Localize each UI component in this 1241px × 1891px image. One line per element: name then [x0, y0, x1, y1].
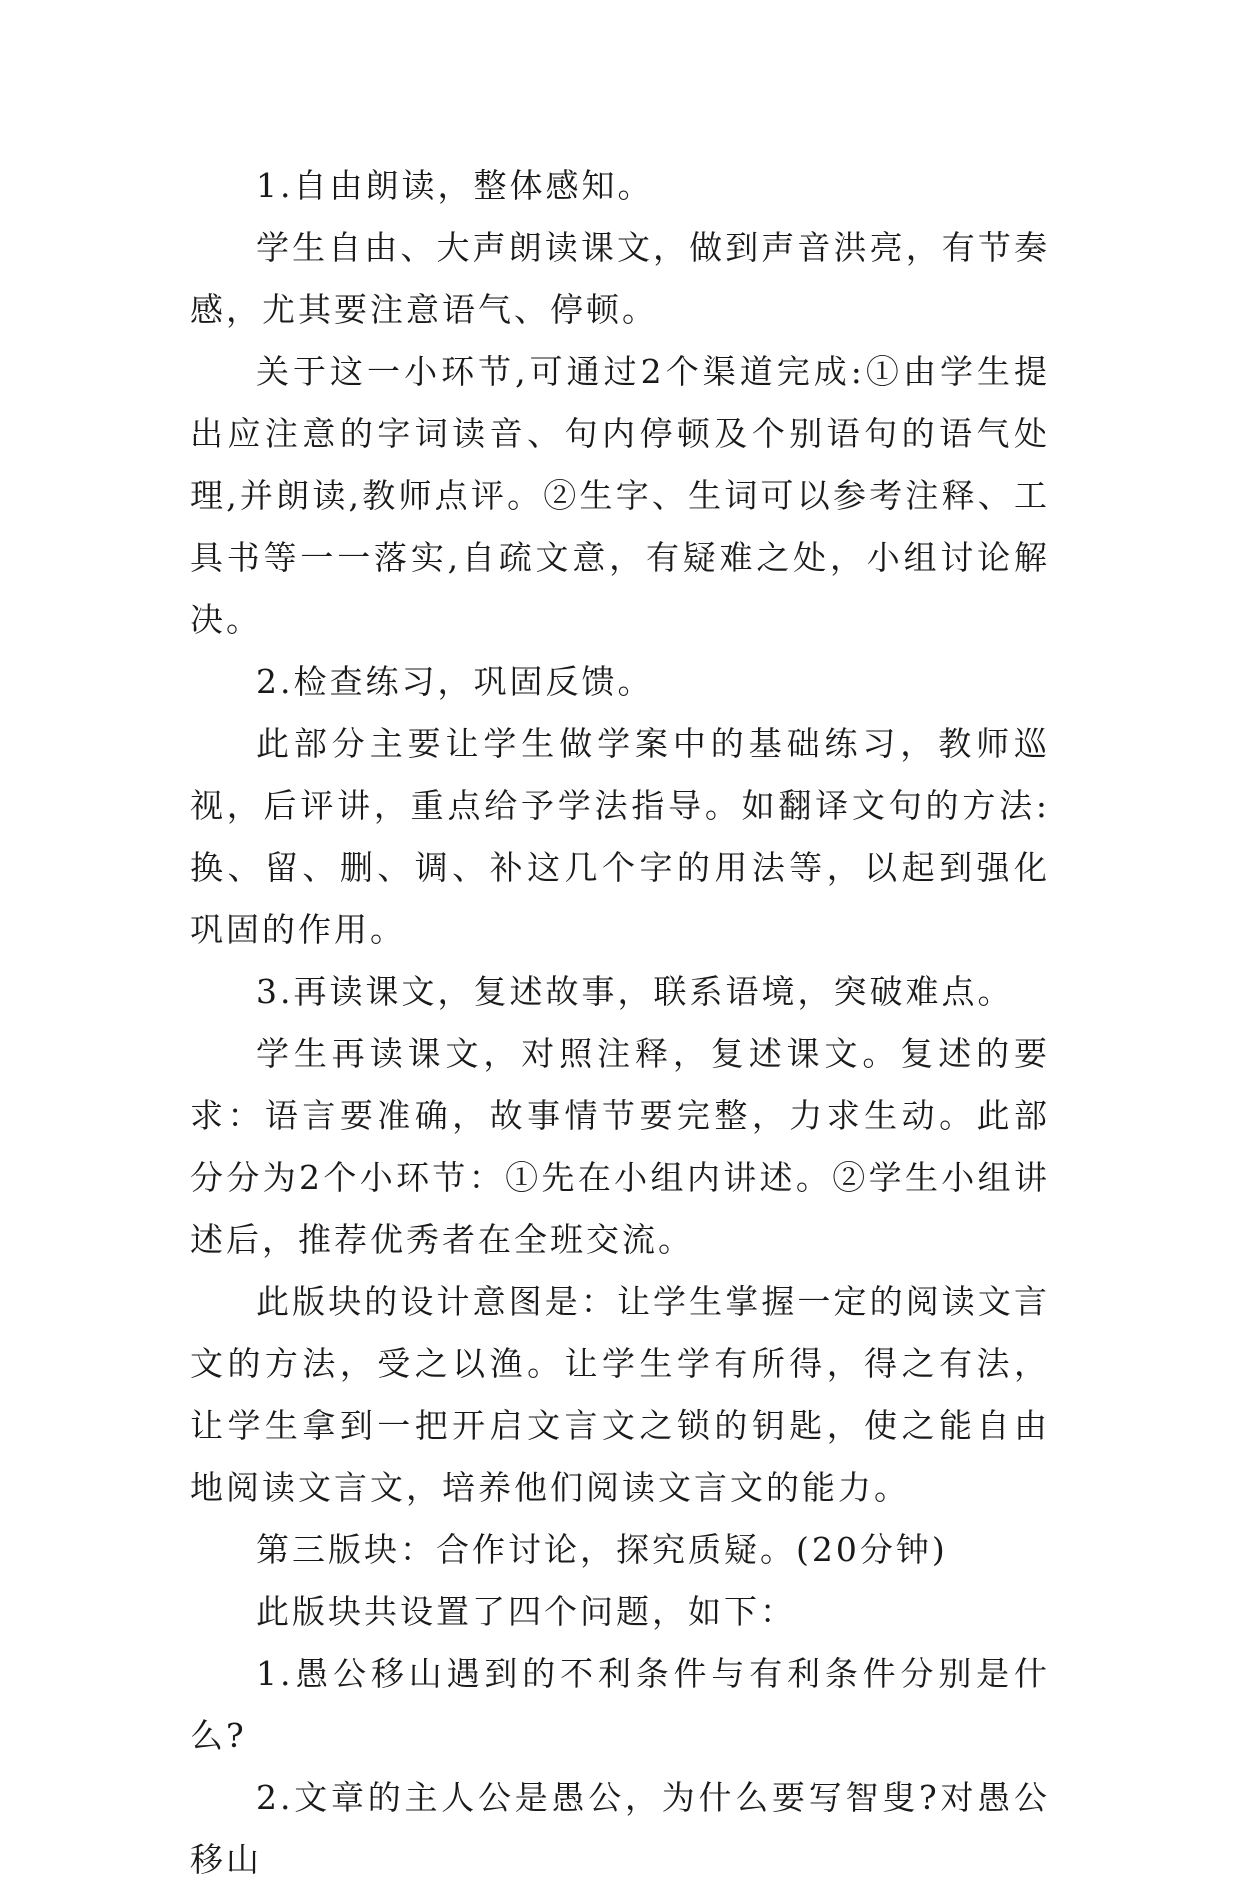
- paragraph-step-3-heading: 3.再读课文，复述故事，联系语境，突破难点。: [256, 972, 1014, 1011]
- document-body: [190, 155, 1050, 1891]
- paragraph-reading-channels: 关于这一小环节,可通过2个渠道完成:①由学生提出应注意的字词读音、句内停顿及个别语句的语气处理,并朗读,教师点评。②生字、生词可以参考注释、工具书等一一落实,自疏文意，有疑难之处，小组讨论解决。: [190, 352, 1050, 639]
- paragraph-section-three-heading: 第三版块：合作讨论，探究质疑。(20分钟): [256, 1530, 948, 1569]
- paragraph-free-reading: 学生自由、大声朗读课文，做到声音洪亮，有节奏感，尤其要注意语气、停顿。: [190, 228, 1050, 329]
- paragraph-question-1: 1.愚公移山遇到的不利条件与有利条件分别是什么?: [190, 1654, 1050, 1755]
- paragraph-questions-intro: 此版块共设置了四个问题，如下：: [256, 1592, 796, 1631]
- paragraph-question-2: 2.文章的主人公是愚公，为什么要写智叟?对愚公移山: [190, 1778, 1050, 1879]
- paragraph-retell-story: 学生再读课文，对照注释，复述课文。复述的要求：语言要准确，故事情节要完整，力求生动。此部分分为2个小环节：①先在小组内讲述。②学生小组讲述后，推荐优秀者在全班交流。: [190, 1034, 1050, 1259]
- paragraph-step-2-heading: 2.检查练习，巩固反馈。: [256, 662, 654, 701]
- paragraph-step-1-heading: 1.自由朗读，整体感知。: [256, 166, 654, 205]
- paragraph-design-intent: 此版块的设计意图是：让学生掌握一定的阅读文言文的方法，受之以渔。让学生学有所得，得之有法，让学生拿到一把开启文言文之锁的钥匙，使之能自由地阅读文言文，培养他们阅读文言文的能力。: [190, 1282, 1050, 1507]
- paragraph-exercise-check: 此部分主要让学生做学案中的基础练习，教师巡视，后评讲，重点给予学法指导。如翻译文句的方法:换、留、删、调、补这几个字的用法等，以起到强化巩固的作用。: [190, 724, 1050, 949]
